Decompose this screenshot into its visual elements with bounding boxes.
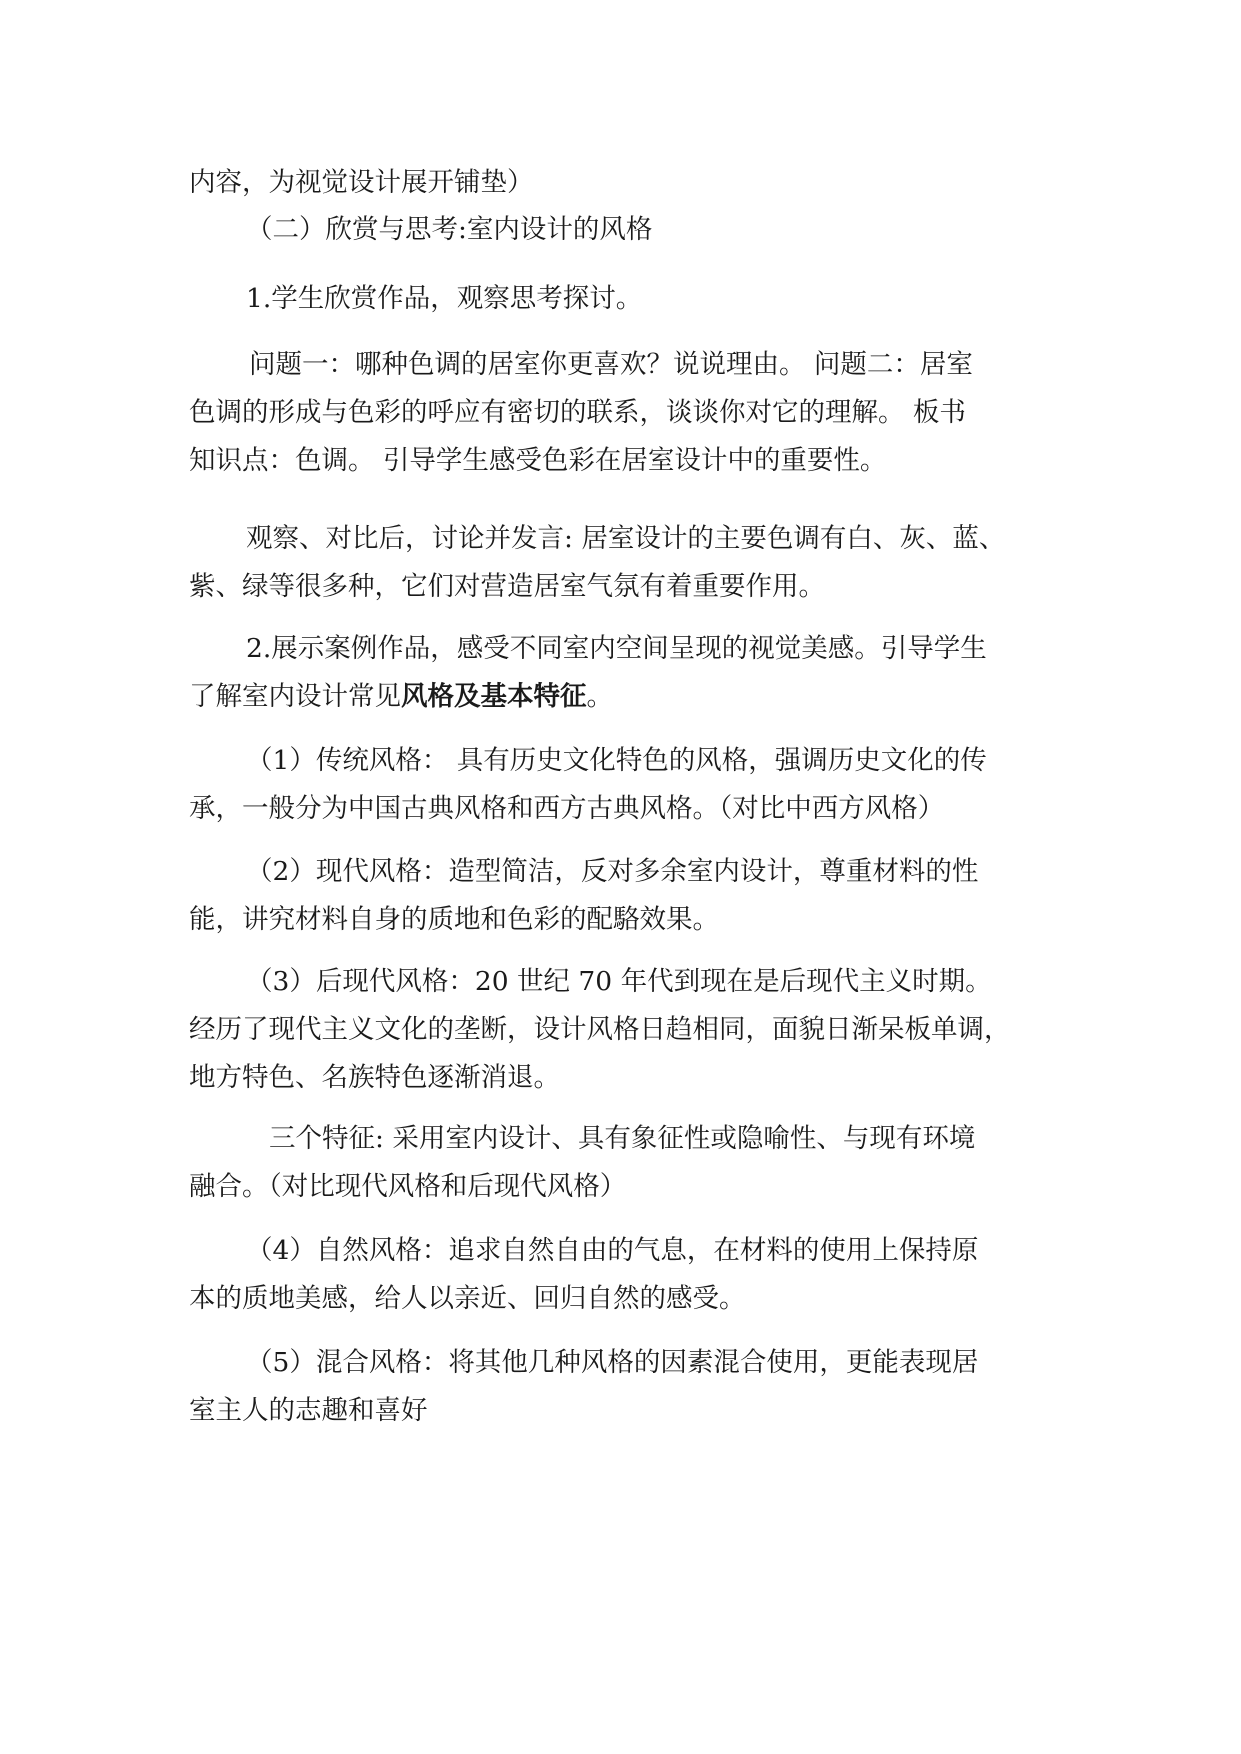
text-line: 经历了现代主义文化的垄断，设计风格日趋相同，面貌日渐呆板单调，	[189, 1014, 1011, 1045]
paragraph-three-features	[189, 1112, 1055, 1214]
text-line: （3）后现代风格：20 世纪 70 年代到现在是后现代主义时期。	[246, 966, 992, 997]
text-line: 问题一：哪种色调的居室你更喜欢？说说理由。 问题二：居室	[249, 349, 973, 380]
text-line: 承，一般分为中国古典风格和西方古典风格。（对比中西方风格）	[189, 793, 945, 824]
text-line: 室主人的志趣和喜好	[189, 1395, 428, 1426]
text-line: 色调的形成与色彩的呼应有密切的联系，谈谈你对它的理解。 板书	[189, 397, 966, 428]
paragraph-traditional-style	[189, 734, 1055, 836]
text-line: （二）欣赏与思考:室内设计的风格	[246, 214, 653, 245]
paragraph-modern-style	[189, 845, 1055, 947]
text-run: 了解室内设计常见	[189, 681, 401, 712]
text-line: 融合。（对比现代风格和后现代风格）	[189, 1171, 627, 1202]
text-line: 地方特色、名族特色逐渐消退。	[189, 1062, 560, 1093]
text-line: （4）自然风格：追求自然自由的气息，在材料的使用上保持原	[246, 1235, 979, 1266]
text-line: 观察、对比后，讨论并发言: 居室设计的主要色调有白、灰、蓝、	[246, 523, 1006, 554]
paragraph-observation	[189, 512, 1055, 614]
text-line: 三个特征: 采用室内设计、具有象征性或隐喻性、与现有环境	[269, 1123, 976, 1154]
paragraph-questions	[189, 338, 1055, 488]
paragraph-step-1	[246, 272, 1112, 326]
text-line: 紫、绿等很多种，它们对营造居室气氛有着重要作用。	[189, 571, 825, 602]
text-line	[189, 670, 1055, 724]
paragraph-natural-style	[189, 1224, 1055, 1326]
text-run: 。	[586, 681, 613, 712]
text-line: （5）混合风格：将其他几种风格的因素混合使用，更能表现居	[246, 1347, 979, 1378]
paragraph-intro-continuation	[189, 156, 1055, 210]
text-line: 知识点：色调。 引导学生感受色彩在居室设计中的重要性。	[189, 445, 887, 476]
text-line: （2）现代风格：造型简洁，反对多余室内设计，尊重材料的性	[246, 856, 979, 887]
paragraph-step-2	[189, 622, 1055, 724]
text-line: 2.展示案例作品，感受不同室内空间呈现的视觉美感。引导学生	[246, 633, 987, 664]
bold-text-run: 风格及基本特征	[401, 681, 587, 712]
text-line: （1）传统风格： 具有历史文化特色的风格，强调历史文化的传	[246, 745, 987, 776]
text-line: 1.学生欣赏作品，观察思考探讨。	[246, 283, 643, 314]
text-line: 内容，为视觉设计展开铺垫）	[189, 167, 534, 198]
paragraph-mixed-style	[189, 1336, 1055, 1438]
text-line: 本的质地美感，给人以亲近、回归自然的感受。	[189, 1283, 746, 1314]
paragraph-postmodern-style	[189, 955, 1055, 1105]
section-heading	[246, 203, 1112, 257]
text-line: 能，讲究材料自身的质地和色彩的配駱效果。	[189, 904, 719, 935]
